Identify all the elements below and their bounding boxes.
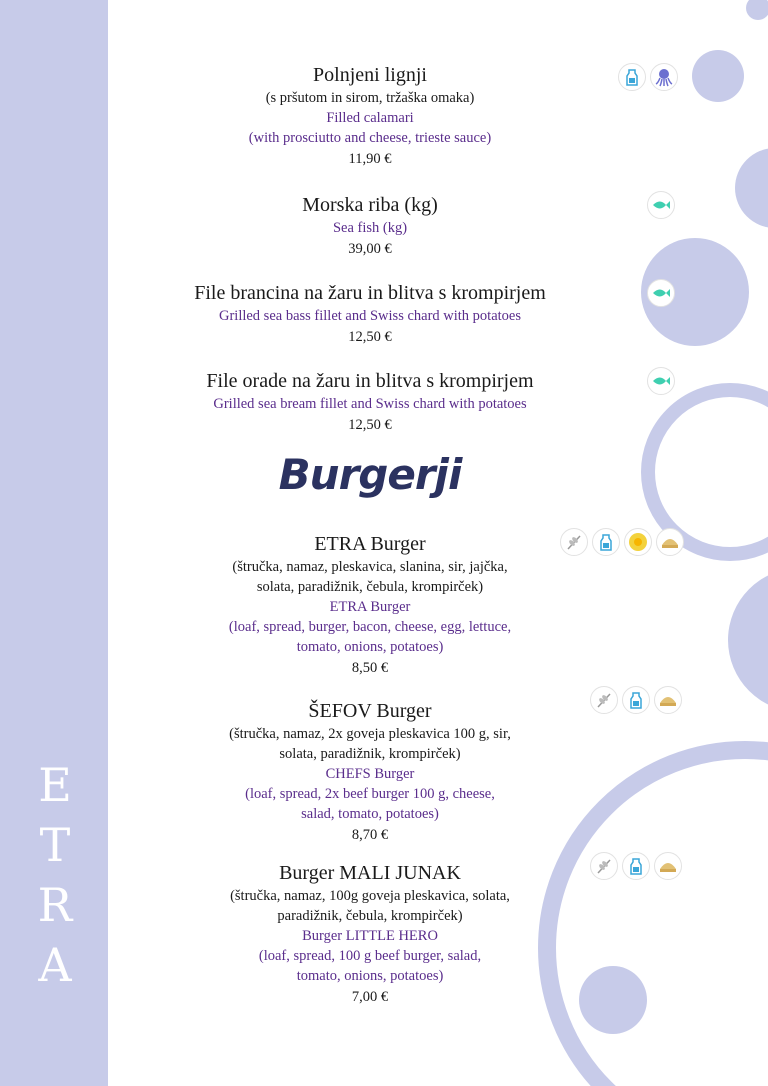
allergen-icons-sea-fish <box>647 191 675 221</box>
wheat-icon <box>560 528 588 556</box>
item-title: Morska riba (kg) <box>302 194 438 216</box>
fish-icon <box>647 367 675 395</box>
decor-circle <box>735 148 768 228</box>
item-price: 8,70 € <box>351 827 389 843</box>
egg-icon <box>624 528 652 556</box>
item-title-en: Burger LITTLE HERO <box>302 928 438 944</box>
item-description-en: (loaf, spread, 100 g beef burger, salad, <box>258 948 482 964</box>
menu-item-sea-bass <box>130 280 610 348</box>
item-title: Polnjeni lignji <box>313 64 427 86</box>
item-description: (štručka, namaz, 100g goveja pleskavica, solata, <box>230 888 510 904</box>
item-price: 8,50 € <box>351 660 389 676</box>
allergen-icons-etra-burger <box>560 528 684 558</box>
octopus-icon <box>650 63 678 91</box>
sesame-icon <box>656 528 684 556</box>
item-price: 12,50 € <box>348 417 392 433</box>
item-description: solata, paradižnik, čebula, krompirček) <box>256 579 484 595</box>
item-title-en: Grilled sea bass fillet and Swiss chard with potatoes <box>218 308 522 324</box>
brand-letter-r: R <box>37 878 73 932</box>
item-price: 12,50 € <box>348 329 392 345</box>
wheat-icon <box>590 852 618 880</box>
item-description-en: (with prosciutto and cheese, trieste sauce) <box>248 130 492 146</box>
item-description: paradižnik, čebula, krompirček) <box>277 908 463 924</box>
brand-letter-t: T <box>39 818 71 872</box>
milk-icon <box>618 63 646 91</box>
item-description: solata, paradižnik, krompirček) <box>279 746 461 762</box>
item-description-en: salad, tomato, potatoes) <box>301 806 439 822</box>
menu-item-filled-calamari <box>150 62 590 170</box>
item-title-en: CHEFS Burger <box>325 766 415 782</box>
decor-circle <box>746 0 768 20</box>
item-title-en: Filled calamari <box>326 110 414 126</box>
fish-icon <box>647 191 675 219</box>
menu-item-little-hero-burger <box>150 860 590 1008</box>
item-title: Burger MALI JUNAK <box>279 862 461 884</box>
menu-item-sea-bream <box>130 368 610 436</box>
item-description: (štručka, namaz, pleskavica, slanina, sir, jajčka, <box>232 559 508 575</box>
allergen-icons-sea-bass <box>647 279 675 309</box>
decor-circle <box>692 50 744 102</box>
menu-item-etra-burger <box>150 531 590 679</box>
item-description-en: tomato, onions, potatoes) <box>296 968 444 984</box>
sesame-icon <box>654 686 682 714</box>
brand-letter-a: A <box>38 938 72 992</box>
sidebar-band <box>0 0 108 1086</box>
item-description-en: (loaf, spread, 2x beef burger 100 g, cheese, <box>245 786 495 802</box>
milk-icon <box>622 852 650 880</box>
item-price: 11,90 € <box>348 151 392 167</box>
item-title: File orade na žaru in blitva s krompirjem <box>206 370 534 392</box>
item-description-en: tomato, onions, potatoes) <box>296 639 444 655</box>
item-title: ŠEFOV Burger <box>308 700 432 722</box>
menu-item-chefs-burger <box>150 698 590 846</box>
item-title: File brancina na žaru in blitva s krompirjem <box>194 282 546 304</box>
item-price: 39,00 € <box>348 241 392 257</box>
section-title: Burgerji <box>278 450 462 499</box>
allergen-icons-chefs-burger <box>590 686 682 716</box>
item-description: (štručka, namaz, 2x goveja pleskavica 100 g, sir, <box>229 726 511 742</box>
allergen-icons-sea-bream <box>647 367 675 397</box>
brand-logo <box>32 755 78 995</box>
sesame-icon <box>654 852 682 880</box>
item-title-en: ETRA Burger <box>329 599 411 615</box>
item-description-en: (loaf, spread, burger, bacon, cheese, egg, lettuce, <box>228 619 512 635</box>
item-title-en: Sea fish (kg) <box>332 220 408 236</box>
milk-icon <box>622 686 650 714</box>
item-description: (s pršutom in sirom, tržaška omaka) <box>265 90 475 106</box>
item-title-en: Grilled sea bream fillet and Swiss chard with potatoes <box>213 396 527 412</box>
fish-icon <box>647 279 675 307</box>
allergen-icons-little-hero-burger <box>590 852 682 882</box>
wheat-icon <box>590 686 618 714</box>
allergen-icons-calamari <box>618 63 678 93</box>
decor-circle <box>728 568 768 712</box>
item-title: ETRA Burger <box>314 533 426 555</box>
menu-item-sea-fish <box>150 192 590 260</box>
brand-letter-e: E <box>38 758 72 812</box>
item-price: 7,00 € <box>351 989 389 1005</box>
milk-icon <box>592 528 620 556</box>
